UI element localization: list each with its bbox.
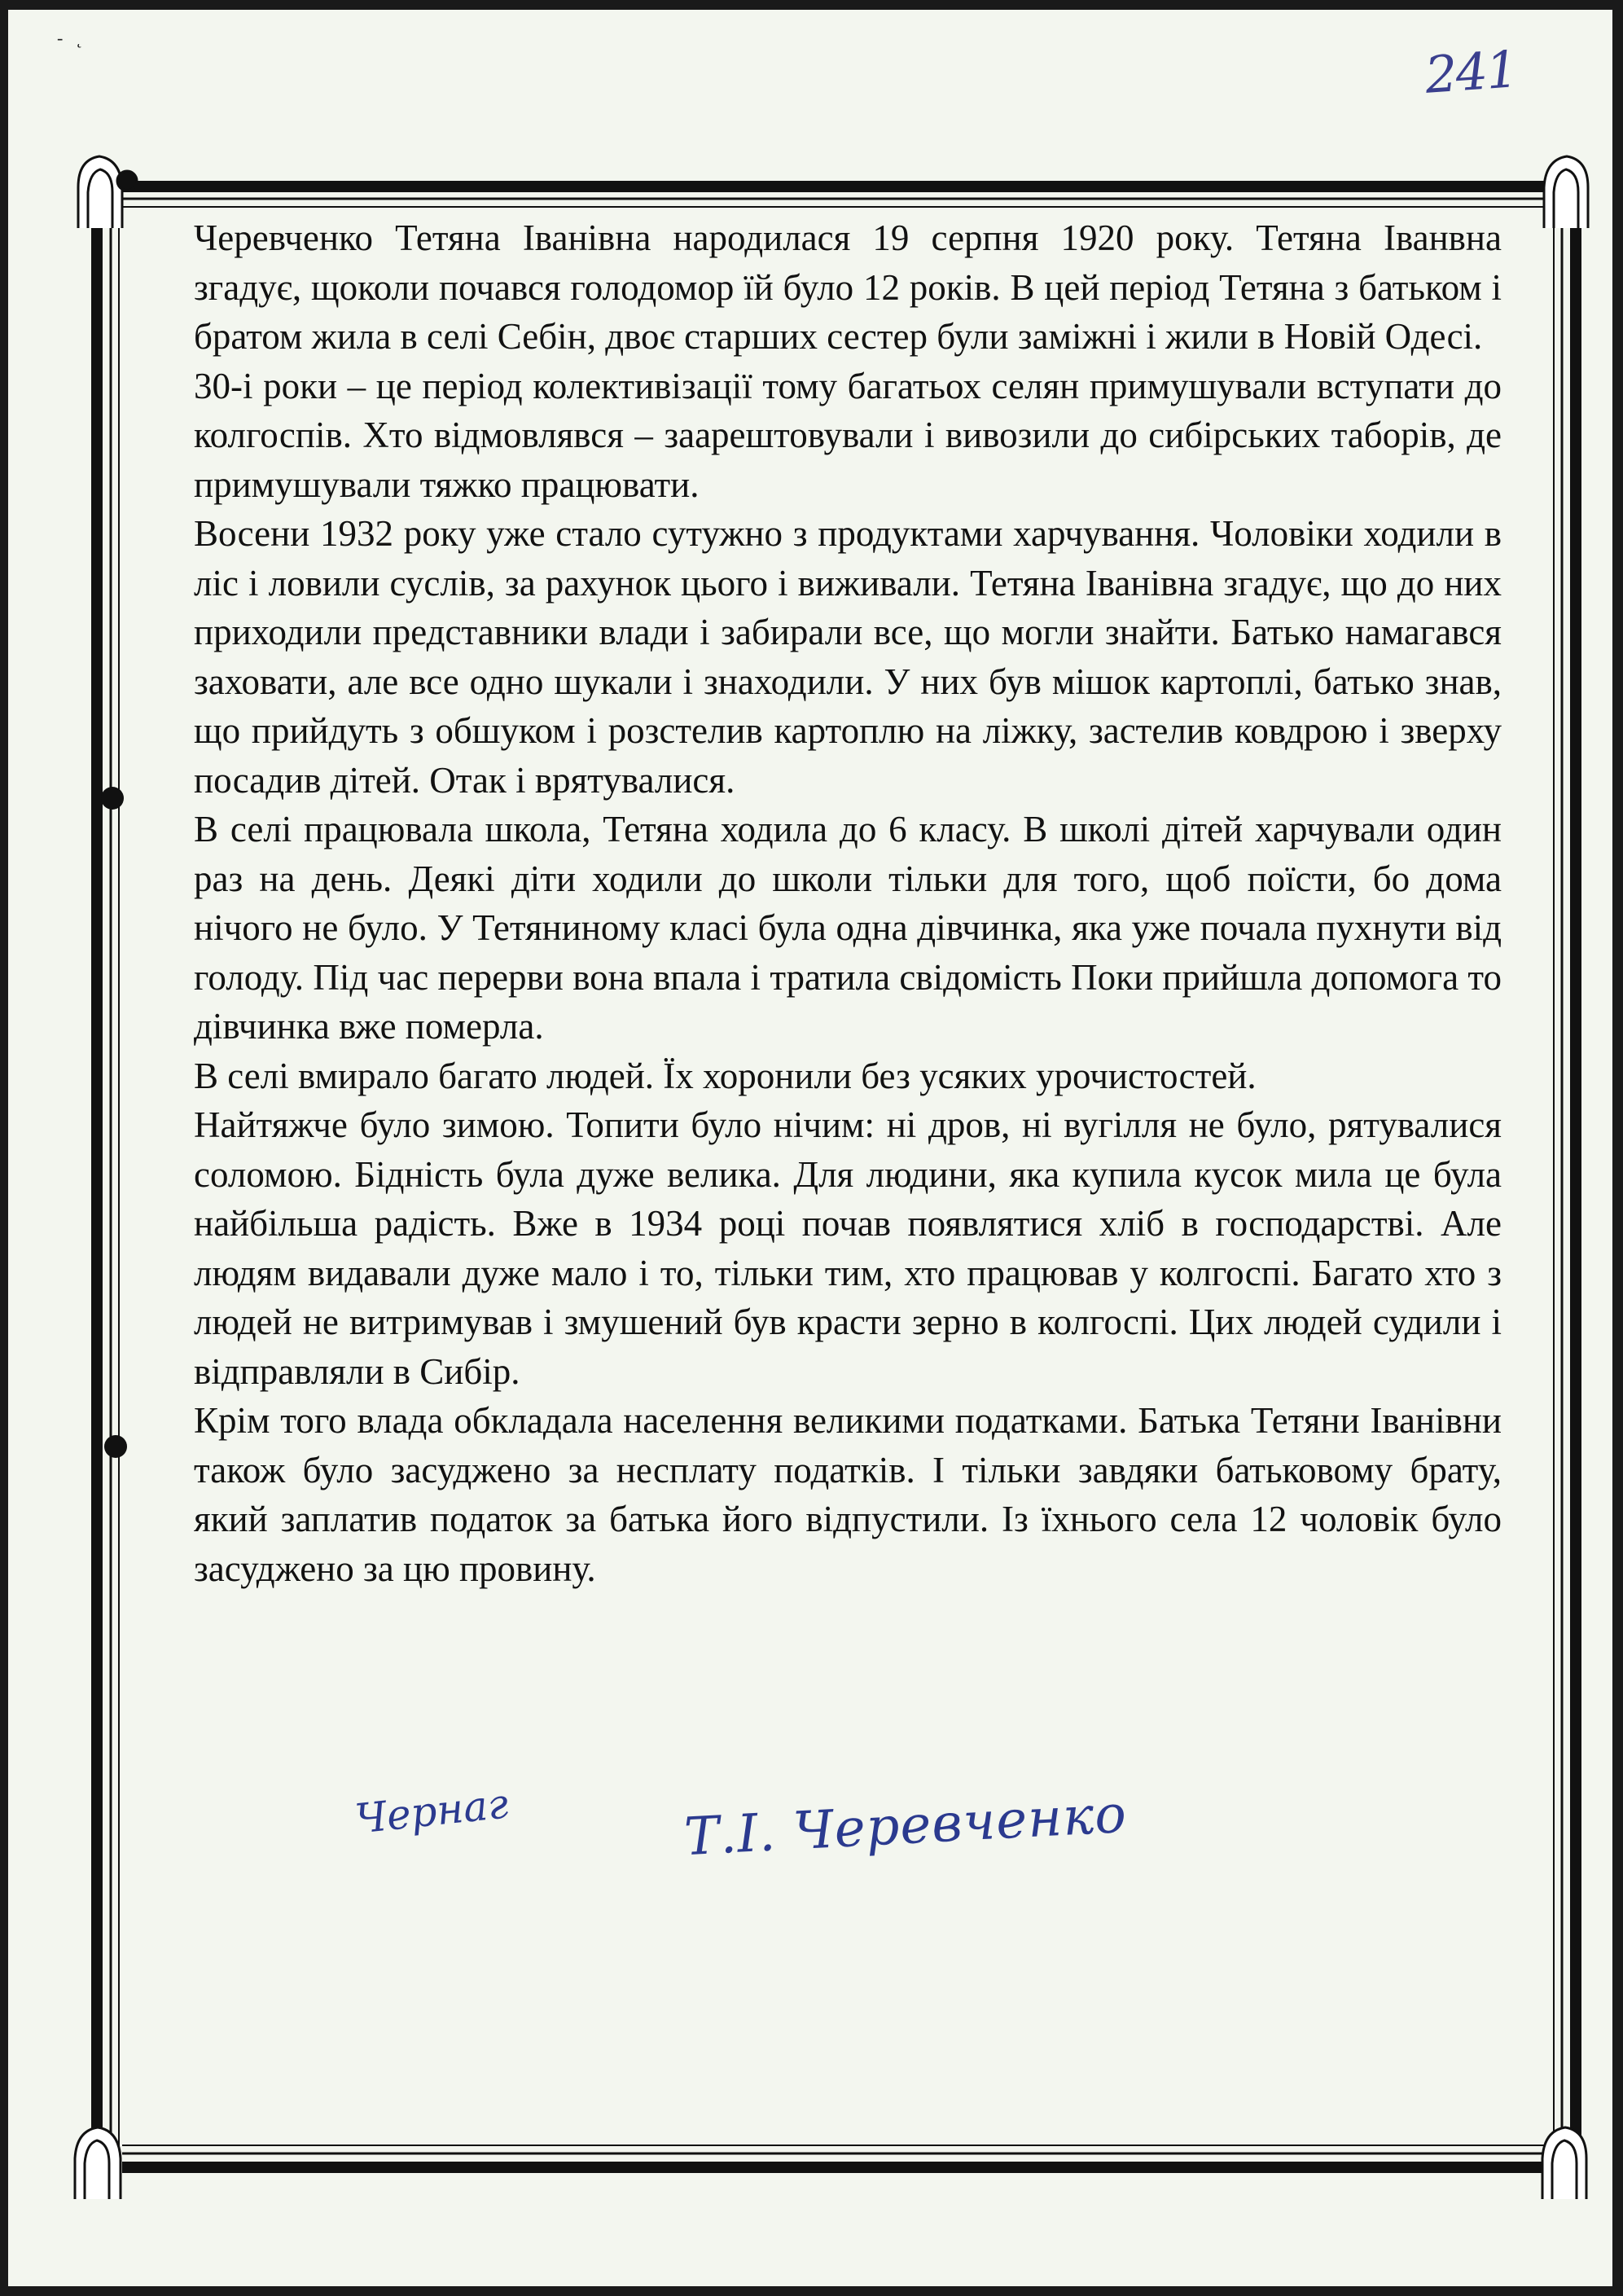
paragraph-7: Крім того влада обкладала населення великими податками. Батька Тетяни Іванівни також було засуджено за несплату податків. І тільки завдяки батьковому брату, який заплатив податок за батька його відпустили. Із їхнього села 12 чоловік було засуджено за цю провину. bbox=[194, 1400, 1502, 1589]
paragraph-6: Найтяжче було зимою. Топити було нічим: ні дров, ні вугілля не було, рятувалися соломою. Бідність була дуже велика. Для людини, яка купила кусок мила це була найбільша радість. Вже в 1934 році почав появлятися хліб в господарстві. Але людям видавали дуже мало і то, тільки тим, хто працював у колгоспі. Багато хто з людей не витримував і змушений був красти зерно в колгоспі. Цих людей судили і відправляли в Сибір. bbox=[194, 1104, 1502, 1392]
paragraph-2: 30-і роки – це період колективізації тому багатьох селян примушували вступати до колгоспів. Хто відмовлявся – заарештовували і вивозили до сибірських таборів, де примушували тяжко працювати. bbox=[194, 365, 1502, 505]
page-number: 241 bbox=[1423, 39, 1519, 105]
paragraph-3: Восени 1932 року уже стало сутужно з продуктами харчування. Чоловіки ходили в ліс і ловили суслів, за рахунок цього і виживали. Тетяна Іванівна згадує, що до них приходили представники влади і забирали все, що могли знайти. Батько намагався заховати, але все одно шукали і знаходили. У них був мішок картоплі, батько знав, що прийдуть з обшуком і розстелив картоплю на ліжку, застелив ковдрою і зверху посадив дітей. Отак і врятувалися. bbox=[194, 513, 1502, 801]
document-body bbox=[194, 213, 1502, 1593]
paragraph-1: Черевченко Тетяна Іванівна народилася 19 серпня 1920 року. Тетяна Іванвна згадує, щоколи почався голодомор їй було 12 років. В цей період Тетяна з батьком і братом жила в селі Себін, двоє старших сестер були заміжні і жили в Новій Одесі. bbox=[194, 217, 1502, 357]
interviewer-signature: Чернаг bbox=[353, 1780, 511, 1843]
scan-mark: ‑ ˛ bbox=[57, 28, 83, 48]
paragraph-5: В селі вмирало багато людей. Їх хоронили без усяких урочистостей. bbox=[194, 1055, 1257, 1096]
paragraph-4: В селі працювала школа, Тетяна ходила до 6 класу. В школі дітей харчували один раз на день. Деякі діти ходили до школи тільки для того, щоб поїсти, бо дома нічого не було. У Тетяниному класі була одна дівчинка, яка уже почала пухнути від голоду. Під час перерви вона впала і тратила свідомість Поки прийшла допомога то дівчинка вже померла. bbox=[194, 809, 1502, 1047]
respondent-signature: Т.І. Черевченко bbox=[682, 1784, 1129, 1868]
